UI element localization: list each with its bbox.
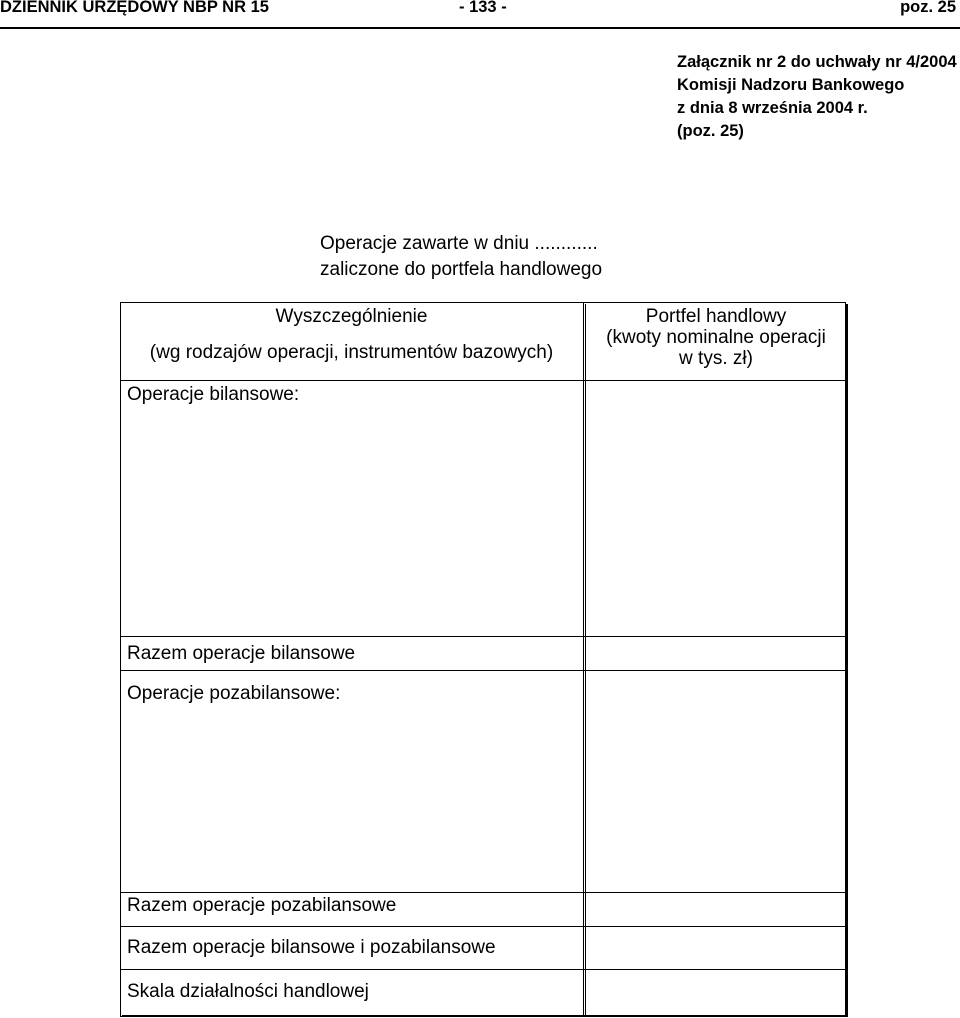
annex-line-4: (poz. 25): [677, 122, 744, 140]
report-table: [120, 302, 848, 1017]
row-divider: [120, 670, 846, 671]
column-divider: [583, 302, 584, 1017]
row-label-grand-total: Razem operacje bilansowe i pozabilansowe: [127, 937, 496, 958]
table-shadow-right: [846, 304, 848, 1017]
col1-header-subtitle: (wg rodzajów operacji, instrumentów bazowych): [149, 342, 554, 363]
row-label-off-balance-total: Razem operacje pozabilansowe: [127, 895, 397, 916]
col2-header-unit: w tys. zł): [679, 348, 753, 369]
column-divider-shadow: [585, 304, 586, 1017]
col1-header-title: Wyszczególnienie: [275, 306, 428, 327]
row-divider: [120, 969, 846, 970]
table-shadow-bottom: [122, 1015, 848, 1017]
header-divider: [120, 380, 846, 381]
form-title-line-2: zaliczone do portfela handlowego: [320, 259, 603, 280]
row-label-trading-scale: Skala działalności handlowej: [127, 981, 369, 1002]
journal-title: DZIENNIK URZĘDOWY NBP NR 15: [0, 0, 269, 16]
row-divider: [120, 892, 846, 893]
annex-line-2: Komisji Nadzoru Bankowego: [677, 76, 905, 94]
col2-header-title: Portfel handlowy: [645, 306, 787, 327]
form-title: [320, 231, 602, 283]
col2-header-subtitle: (kwoty nominalne operacji: [606, 327, 826, 348]
row-label-balance-ops: Operacje bilansowe:: [127, 384, 300, 405]
annex-reference: [677, 51, 957, 143]
page-header: [0, 0, 960, 28]
annex-line-1: Załącznik nr 2 do uchwały nr 4/2004: [677, 53, 957, 71]
page-number: - 133 -: [459, 0, 507, 16]
position-number: poz. 25: [900, 0, 956, 16]
row-label-off-balance-ops: Operacje pozabilansowe:: [127, 683, 341, 704]
row-divider: [120, 636, 846, 637]
header-rule: [0, 27, 960, 29]
row-divider: [120, 926, 846, 927]
annex-line-3: z dnia 8 września 2004 r.: [677, 99, 868, 117]
row-label-balance-total: Razem operacje bilansowe: [127, 643, 356, 664]
form-title-line-1: Operacje zawarte w dniu ............: [320, 233, 598, 254]
